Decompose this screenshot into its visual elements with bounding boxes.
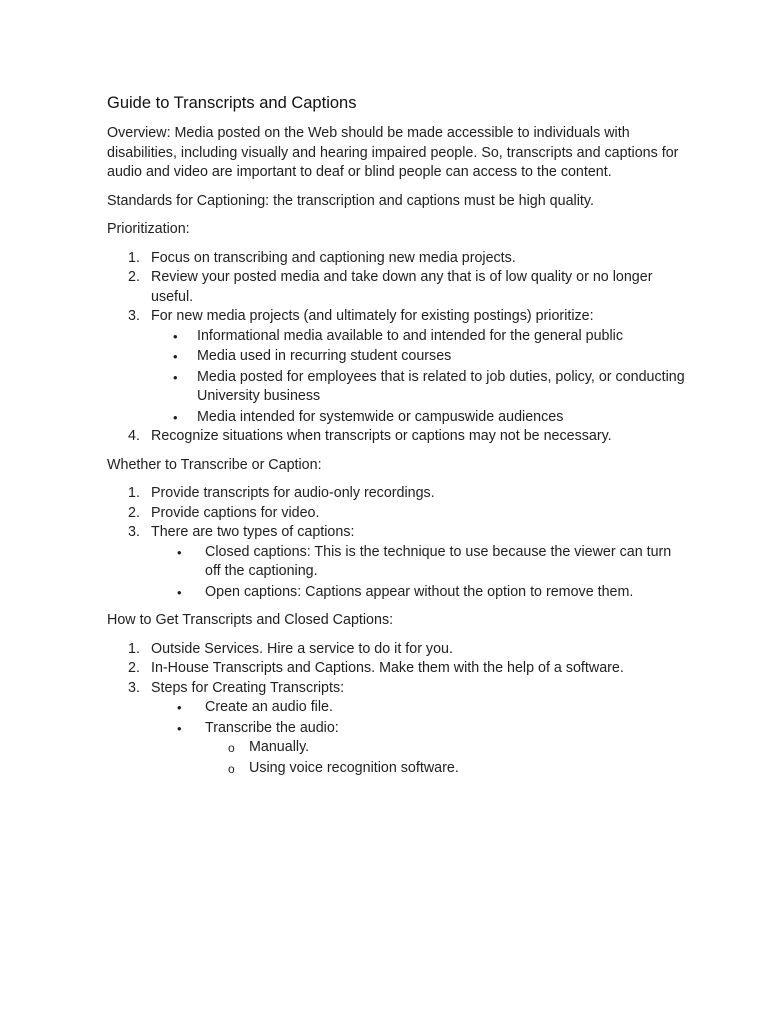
bullet-item: [151, 719, 687, 779]
bullet-item: [151, 408, 687, 428]
bullet-text: Transcribe the audio:: [205, 719, 339, 736]
bullet-item: [151, 327, 687, 347]
list-number: 1.: [128, 640, 140, 657]
list-number: 1.: [128, 485, 140, 501]
list-item: [107, 249, 687, 269]
bullet-icon: •: [173, 369, 178, 385]
list-item-text: For new media projects (and ultimately for existing postings) prioritize:: [151, 308, 594, 324]
bullet-icon: •: [173, 349, 178, 364]
list-item-text: Outside Services. Hire a service to do it for you.: [151, 640, 453, 657]
list-item: [107, 307, 687, 427]
bullet-icon: •: [173, 328, 178, 344]
list-item: [107, 484, 687, 504]
sub-bullet-item: [205, 738, 687, 758]
list-number: 2.: [128, 269, 140, 285]
transcript-steps-bullets: [151, 698, 687, 778]
list-item-text: Provide captions for video.: [151, 504, 320, 521]
bullet-icon: •: [177, 700, 182, 715]
list-number: 2.: [128, 504, 140, 521]
caption-type-bullets: [151, 543, 687, 603]
list-number: 4.: [128, 428, 140, 444]
list-item: [107, 268, 687, 307]
priority-bullets: [151, 327, 687, 428]
list-item: [107, 427, 687, 447]
bullet-text: Media used in recurring student courses: [197, 348, 452, 364]
list-item: [107, 504, 687, 524]
bullet-icon: •: [177, 720, 182, 736]
list-item-text: Review your posted media and take down any that is of low quality or no longer useful.: [151, 269, 653, 305]
list-item-text: Steps for Creating Transcripts:: [151, 679, 345, 696]
list-item: [107, 659, 687, 679]
standards-paragraph: Standards for Captioning: the transcription and captions must be high quality.: [107, 192, 594, 209]
bullet-icon: •: [177, 544, 182, 560]
whether-list: [107, 484, 687, 602]
bullet-text: Informational media available to and intended for the general public: [197, 327, 624, 344]
list-item-text: Provide transcripts for audio-only recordings.: [151, 485, 435, 501]
list-number: 1.: [128, 249, 140, 266]
list-item-text: Focus on transcribing and captioning new media projects.: [151, 249, 516, 266]
bullet-item: [151, 583, 687, 603]
prioritization-heading: Prioritization:: [107, 221, 190, 237]
sub-bullet-item: [205, 759, 687, 779]
howto-heading: How to Get Transcripts and Closed Captions:: [107, 612, 394, 628]
list-number: 2.: [128, 660, 140, 676]
list-number: 3.: [128, 308, 140, 324]
sub-bullet-icon: o: [228, 761, 235, 776]
bullet-text: Closed captions: This is the technique to use because the viewer can turn off the captioning.: [205, 543, 672, 579]
list-number: 3.: [128, 679, 140, 696]
list-item-text: There are two types of captions:: [151, 524, 355, 540]
transcribe-methods-list: [205, 738, 687, 778]
bullet-text: Media posted for employees that is related to job duties, policy, or conducting University business: [197, 368, 685, 404]
bullet-icon: •: [173, 409, 178, 425]
list-item-text: In-House Transcripts and Captions. Make them with the help of a software.: [151, 660, 624, 676]
list-number: 3.: [128, 524, 140, 540]
list-item: [107, 523, 687, 602]
bullet-item: [151, 543, 687, 582]
bullet-item: [151, 347, 687, 367]
bullet-icon: •: [177, 584, 182, 600]
overview-paragraph: Overview: Media posted on the Web should be made accessible to individuals with disabilities, including visually and hearing impaired people. So, transcripts and captions for audio and video are important to deaf or blind people can access to the content.: [107, 125, 679, 180]
bullet-text: Open captions: Captions appear without the option to remove them.: [205, 583, 634, 600]
sub-bullet-text: Using voice recognition software.: [249, 759, 459, 776]
bullet-text: Create an audio file.: [205, 699, 333, 715]
list-item-text: Recognize situations when transcripts or captions may not be necessary.: [151, 428, 612, 444]
list-item: [107, 679, 687, 779]
prioritization-list: [107, 249, 687, 447]
document-page: [107, 92, 687, 787]
document-title: Guide to Transcripts and Captions: [107, 94, 357, 112]
whether-heading: Whether to Transcribe or Caption:: [107, 456, 322, 473]
howto-list: [107, 640, 687, 779]
bullet-item: [151, 698, 687, 718]
list-item: [107, 640, 687, 660]
bullet-text: Media intended for systemwide or campuswide audiences: [197, 408, 564, 425]
bullet-item: [151, 368, 687, 407]
sub-bullet-icon: o: [228, 741, 235, 755]
sub-bullet-text: Manually.: [249, 739, 310, 755]
